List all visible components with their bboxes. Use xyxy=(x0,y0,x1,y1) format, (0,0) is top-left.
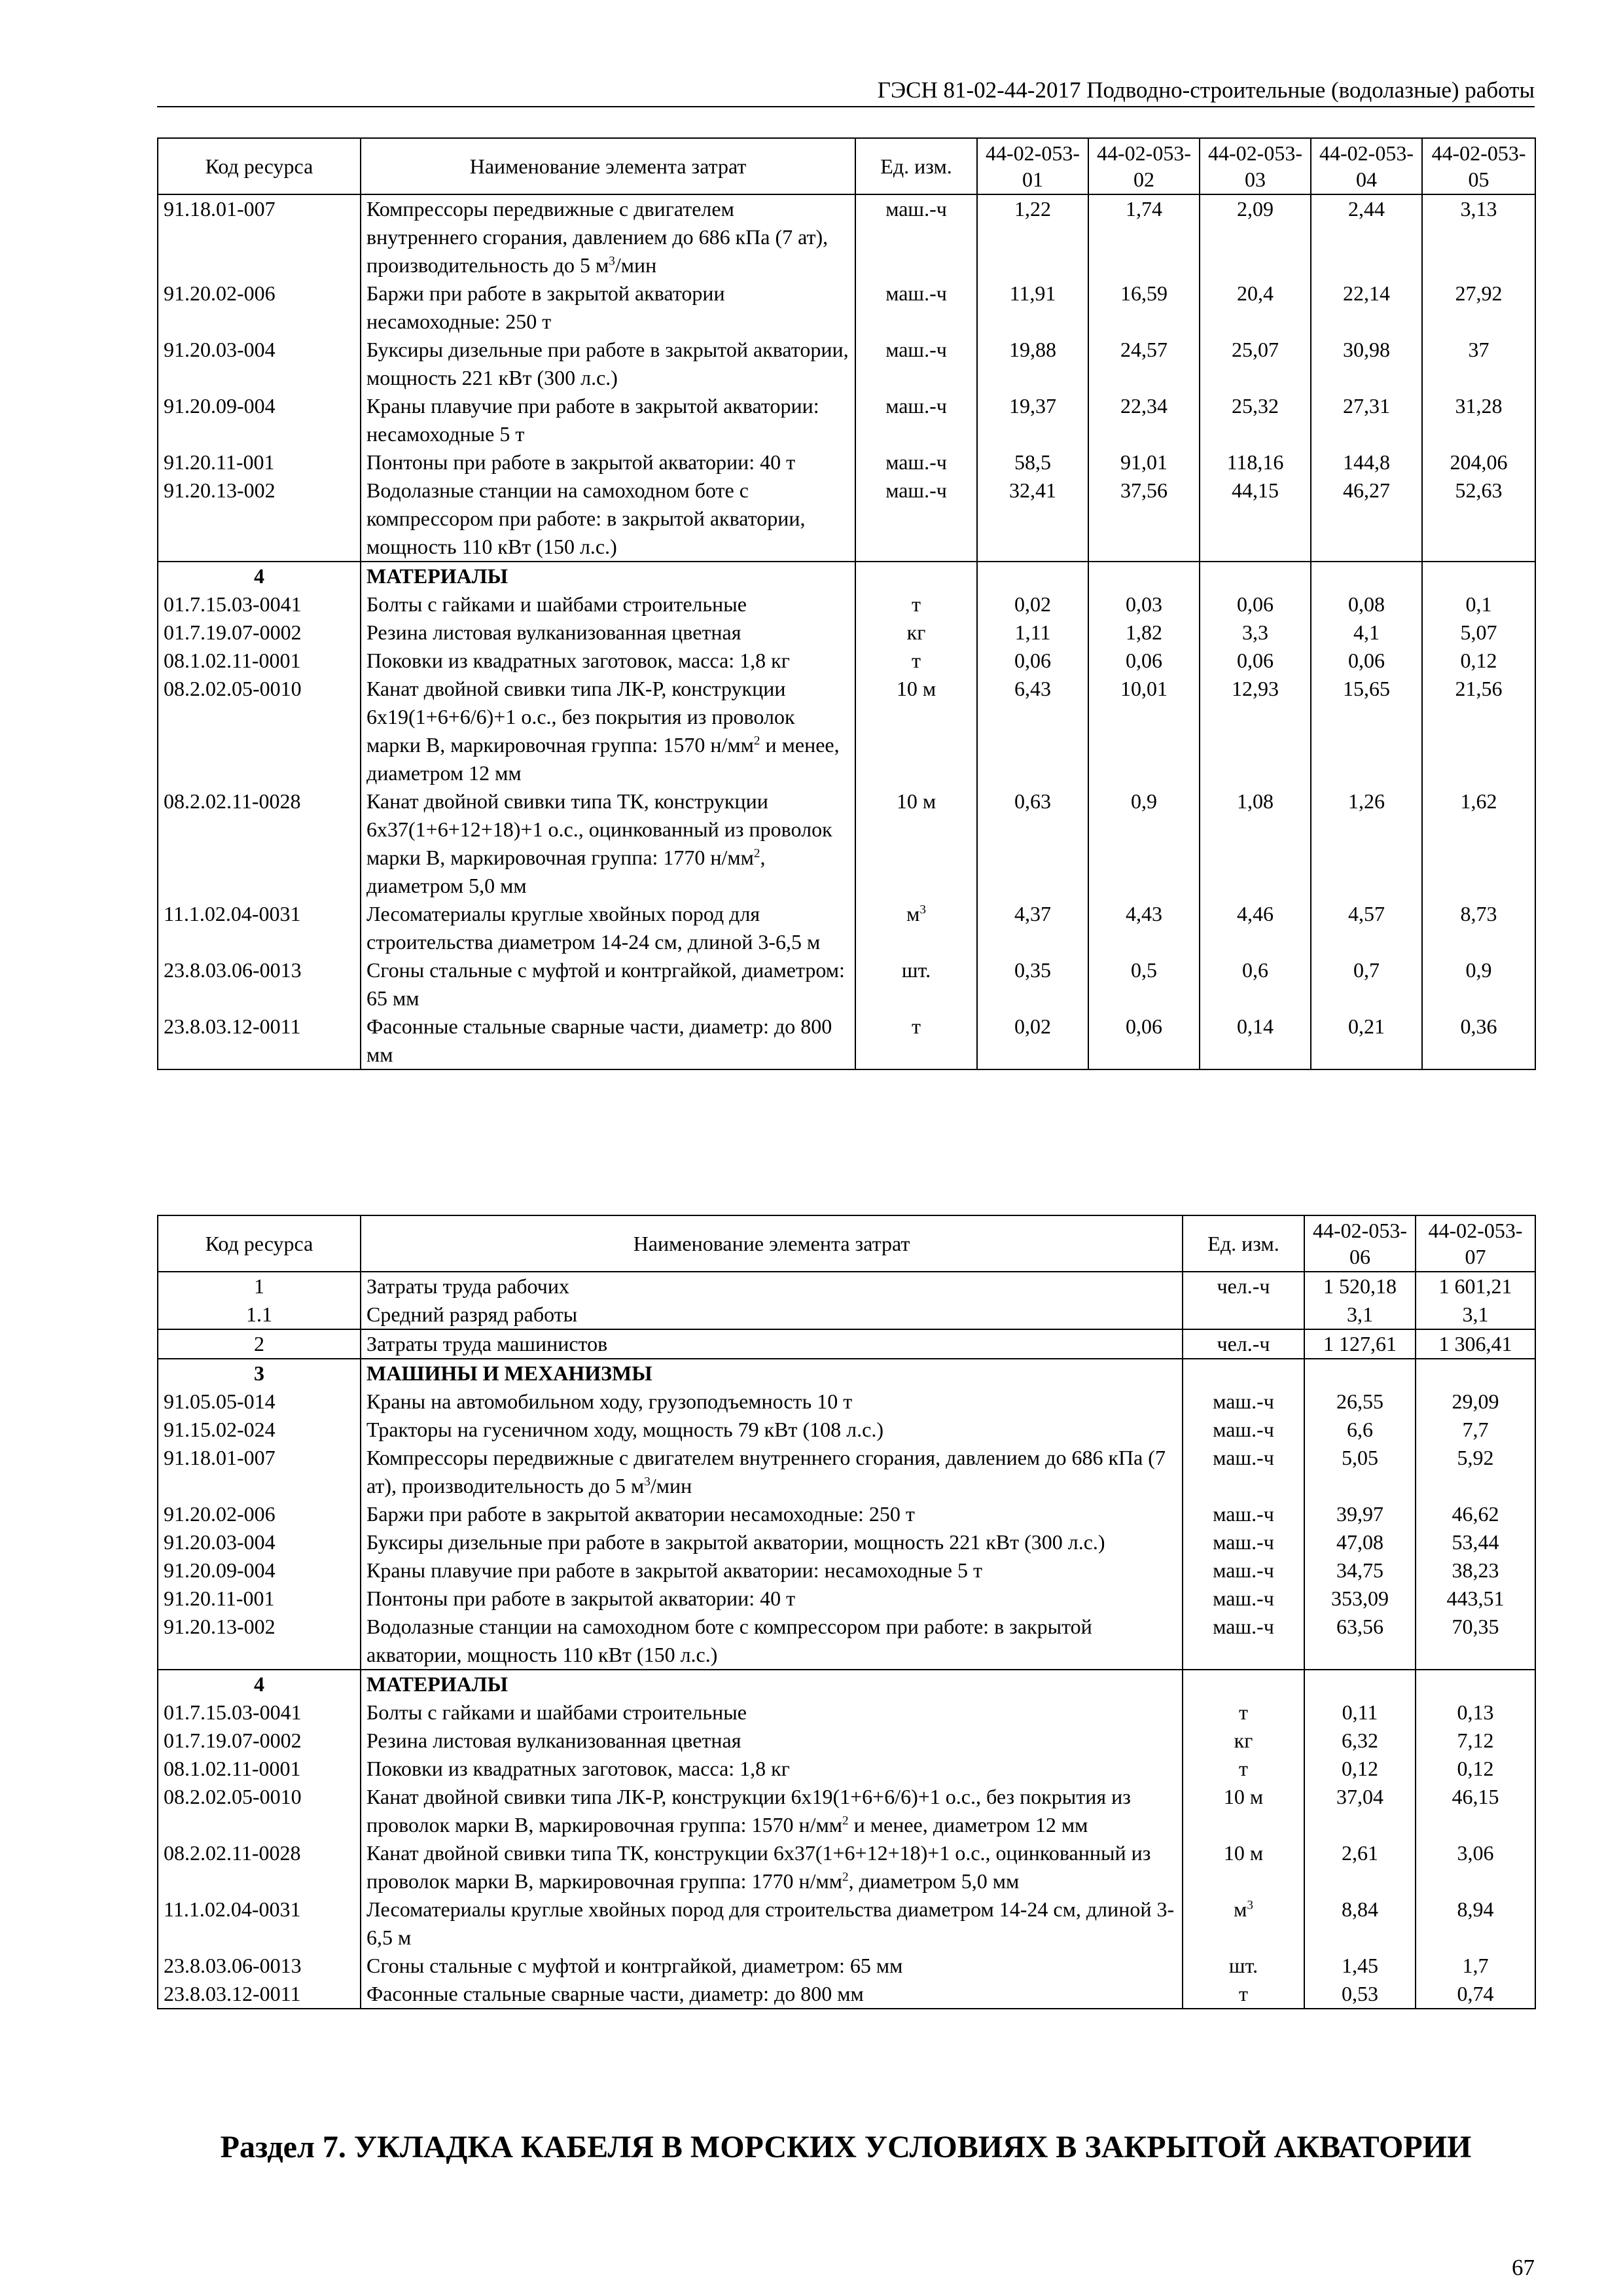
norm-value: 0,13 xyxy=(1416,1698,1535,1727)
table-row xyxy=(158,336,1535,392)
resource-name: Понтоны при работе в закрытой акватории: 40 т xyxy=(361,1585,1183,1613)
unit: шт. xyxy=(1183,1952,1304,1980)
resource-name: Водолазные станции на самоходном боте с компрессором при работе: в закрытой акватории, мощность 110 кВт (150 л.с.) xyxy=(361,1613,1183,1670)
resource-name: Затраты труда рабочих xyxy=(361,1272,1183,1300)
norm-value: 8,94 xyxy=(1416,1895,1535,1952)
resource-code: 11.1.02.04-0031 xyxy=(158,900,361,956)
unit: 10 м xyxy=(1183,1839,1304,1895)
norm-value: 3,1 xyxy=(1304,1300,1416,1329)
unit: маш.-ч xyxy=(1183,1444,1304,1500)
norm-value: 353,09 xyxy=(1304,1585,1416,1613)
norm-value: 0,14 xyxy=(1200,1013,1311,1069)
table-row xyxy=(158,1839,1535,1895)
resource-code: 91.20.11-001 xyxy=(158,1585,361,1613)
resource-name: Поковки из квадратных заготовок, масса: 1,8 кг xyxy=(361,1755,1183,1783)
resource-code: 08.2.02.05-0010 xyxy=(158,675,361,787)
unit: маш.-ч xyxy=(855,336,977,392)
resource-code: 23.8.03.12-0011 xyxy=(158,1980,361,2009)
resource-code: 01.7.19.07-0002 xyxy=(158,1727,361,1755)
unit: $м^3$ xyxy=(855,900,977,956)
table-row xyxy=(158,956,1535,1013)
norm-value: 0,08 xyxy=(1311,590,1422,619)
norm-value: 2,09 xyxy=(1200,194,1311,279)
unit: маш.-ч xyxy=(855,448,977,476)
norm-value: 0,74 xyxy=(1416,1980,1535,2009)
norm-value xyxy=(977,562,1088,590)
unit: маш.-ч xyxy=(855,279,977,336)
norm-value: 0,53 xyxy=(1304,1980,1416,2009)
column-header: Наименование элемента затрат xyxy=(361,1215,1183,1272)
resource-name: Канат двойной свивки типа ТК, конструкции 6х37(1+6+12+18)+1 о.с., оцинкованный из проволок марки В, маркировочная группа: 1770 $н/мм^2$, диаметром 5,0 мм xyxy=(361,787,855,900)
norm-value: 46,27 xyxy=(1311,476,1422,562)
norm-value xyxy=(1416,1359,1535,1388)
resource-code: 91.20.11-001 xyxy=(158,448,361,476)
table-row xyxy=(158,1727,1535,1755)
column-header: 44-02-053-02 xyxy=(1088,138,1200,194)
norm-value: 37,56 xyxy=(1088,476,1200,562)
resource-code: 08.2.02.11-0028 xyxy=(158,1839,361,1895)
resource-name: МАТЕРИАЛЫ xyxy=(361,562,855,590)
unit: маш.-ч xyxy=(855,392,977,448)
norm-value xyxy=(1416,1670,1535,1698)
resource-name: Фасонные стальные сварные части, диаметр: до 800 мм xyxy=(361,1980,1183,2009)
resource-name: Баржи при работе в закрытой акватории несамоходные: 250 т xyxy=(361,1500,1183,1528)
resource-name: Фасонные стальные сварные части, диаметр: до 800 мм xyxy=(361,1013,855,1069)
norm-value: 7,7 xyxy=(1416,1416,1535,1444)
resource-name: Резина листовая вулканизованная цветная xyxy=(361,1727,1183,1755)
resource-code: 91.20.09-004 xyxy=(158,392,361,448)
norm-value: 204,06 xyxy=(1422,448,1535,476)
norm-value: 1 306,41 xyxy=(1416,1329,1535,1359)
resource-code: 91.18.01-007 xyxy=(158,1444,361,1500)
resource-name: Резина листовая вулканизованная цветная xyxy=(361,619,855,647)
unit: т xyxy=(855,590,977,619)
norm-value: 0,7 xyxy=(1311,956,1422,1013)
resource-name: Канат двойной свивки типа ЛК-Р, конструкции 6х19(1+6+6/6)+1 о.с., без покрытия из проволок марки В, маркировочная группа: 1570 $н/мм^2$ и менее, диаметром 12 мм xyxy=(361,675,855,787)
table-row xyxy=(158,1300,1535,1329)
norm-value: 38,23 xyxy=(1416,1556,1535,1585)
norm-value: 4,1 xyxy=(1311,619,1422,647)
resource-code: 01.7.15.03-0041 xyxy=(158,1698,361,1727)
resource-name: Буксиры дизельные при работе в закрытой акватории, мощность 221 кВт (300 л.с.) xyxy=(361,1528,1183,1556)
table-row xyxy=(158,1388,1535,1416)
norm-value: 1,11 xyxy=(977,619,1088,647)
norm-value: 19,88 xyxy=(977,336,1088,392)
unit: кг xyxy=(855,619,977,647)
resource-name: Понтоны при работе в закрытой акватории: 40 т xyxy=(361,448,855,476)
resource-name: Тракторы на гусеничном ходу, мощность 79 кВт (108 л.с.) xyxy=(361,1416,1183,1444)
unit: $м^3$ xyxy=(1183,1895,1304,1952)
unit: кг xyxy=(1183,1727,1304,1755)
table-row xyxy=(158,1416,1535,1444)
resource-code: 01.7.15.03-0041 xyxy=(158,590,361,619)
table-row xyxy=(158,1444,1535,1500)
page-header xyxy=(157,73,1535,107)
norm-value: 1,82 xyxy=(1088,619,1200,647)
table-row xyxy=(158,1013,1535,1069)
resource-name: Лесоматериалы круглые хвойных пород для строительства диаметром 14-24 см, длиной 3-6,5 м xyxy=(361,1895,1183,1952)
norm-value: 30,98 xyxy=(1311,336,1422,392)
norm-value: 0,21 xyxy=(1311,1013,1422,1069)
column-header: Наименование элемента затрат xyxy=(361,138,855,194)
table-row xyxy=(158,1952,1535,1980)
norm-value: 4,46 xyxy=(1200,900,1311,956)
norm-value xyxy=(1422,562,1535,590)
resource-name: МАШИНЫ И МЕХАНИЗМЫ xyxy=(361,1359,1183,1388)
norm-value: 58,5 xyxy=(977,448,1088,476)
norm-value: 91,01 xyxy=(1088,448,1200,476)
table-header-row xyxy=(158,1215,1535,1272)
unit: маш.-ч xyxy=(1183,1388,1304,1416)
resource-code: 4 xyxy=(158,562,361,590)
unit: т xyxy=(855,647,977,675)
section-row xyxy=(158,1359,1535,1388)
norm-value: 25,07 xyxy=(1200,336,1311,392)
resource-code: 91.05.05-014 xyxy=(158,1388,361,1416)
unit: маш.-ч xyxy=(1183,1556,1304,1585)
unit: маш.-ч xyxy=(1183,1528,1304,1556)
norm-value: 1,26 xyxy=(1311,787,1422,900)
norm-value: 0,06 xyxy=(977,647,1088,675)
table-row xyxy=(158,1980,1535,2009)
norm-value: 3,1 xyxy=(1416,1300,1535,1329)
resource-code: 08.1.02.11-0001 xyxy=(158,647,361,675)
table-row xyxy=(158,476,1535,562)
norm-value: 118,16 xyxy=(1200,448,1311,476)
norm-value: 1,22 xyxy=(977,194,1088,279)
resource-code: 3 xyxy=(158,1359,361,1388)
resource-code: 91.20.13-002 xyxy=(158,476,361,562)
unit: т xyxy=(855,1013,977,1069)
norm-value: 0,06 xyxy=(1088,647,1200,675)
norm-value: 34,75 xyxy=(1304,1556,1416,1585)
norm-value: 46,15 xyxy=(1416,1783,1535,1839)
norm-value: 6,6 xyxy=(1304,1416,1416,1444)
resource-name: Поковки из квадратных заготовок, масса: 1,8 кг xyxy=(361,647,855,675)
unit: маш.-ч xyxy=(1183,1585,1304,1613)
norm-value xyxy=(1200,562,1311,590)
resource-code: 01.7.19.07-0002 xyxy=(158,619,361,647)
resource-name: Компрессоры передвижные с двигателем внутреннего сгорания, давлением до 686 кПа (7 ат), производительность до 5 $м^3$/мин xyxy=(361,194,855,279)
resource-name: Краны плавучие при работе в закрытой акватории: несамоходные 5 т xyxy=(361,392,855,448)
column-header: Код ресурса xyxy=(158,138,361,194)
norm-value: 0,06 xyxy=(1311,647,1422,675)
unit xyxy=(855,562,977,590)
norm-value: 44,15 xyxy=(1200,476,1311,562)
resource-name: МАТЕРИАЛЫ xyxy=(361,1670,1183,1698)
unit xyxy=(1183,1670,1304,1698)
norm-value: 5,05 xyxy=(1304,1444,1416,1500)
resource-name: Средний разряд работы xyxy=(361,1300,1183,1329)
section-title: Раздел 7. УКЛАДКА КАБЕЛЯ В МОРСКИХ УСЛОВИЯХ В ЗАКРЫТОЙ АКВАТОРИИ xyxy=(220,2130,1472,2164)
norm-value: 25,32 xyxy=(1200,392,1311,448)
unit: т xyxy=(1183,1755,1304,1783)
norm-value: 70,35 xyxy=(1416,1613,1535,1670)
norm-value: 2,44 xyxy=(1311,194,1422,279)
norm-value: 0,11 xyxy=(1304,1698,1416,1727)
resource-name: Сгоны стальные с муфтой и контргайкой, диаметром: 65 мм xyxy=(361,956,855,1013)
resource-name: Краны на автомобильном ходу, грузоподъемность 10 т xyxy=(361,1388,1183,1416)
resource-code: 23.8.03.06-0013 xyxy=(158,1952,361,1980)
norm-value xyxy=(1311,562,1422,590)
norm-value: 7,12 xyxy=(1416,1727,1535,1755)
resource-table-1 xyxy=(157,137,1536,1070)
table-row xyxy=(158,279,1535,336)
norm-value: 37 xyxy=(1422,336,1535,392)
norm-value: 27,92 xyxy=(1422,279,1535,336)
column-header: 44-02-053-04 xyxy=(1311,138,1422,194)
norm-value: 0,5 xyxy=(1088,956,1200,1013)
unit: чел.-ч xyxy=(1183,1329,1304,1359)
resource-name: Компрессоры передвижные с двигателем внутреннего сгорания, давлением до 686 кПа (7 ат), производительность до 5 $м^3$/мин xyxy=(361,1444,1183,1500)
unit: т xyxy=(1183,1698,1304,1727)
table-row xyxy=(158,1783,1535,1839)
unit: маш.-ч xyxy=(1183,1500,1304,1528)
norm-value: 0,12 xyxy=(1422,647,1535,675)
norm-value: 31,28 xyxy=(1422,392,1535,448)
table-row xyxy=(158,900,1535,956)
norm-value: 27,31 xyxy=(1311,392,1422,448)
column-header: 44-02-053-06 xyxy=(1304,1215,1416,1272)
norm-value: 6,43 xyxy=(977,675,1088,787)
resource-name: Затраты труда машинистов xyxy=(361,1329,1183,1359)
resource-code: 91.15.02-024 xyxy=(158,1416,361,1444)
norm-value: 26,55 xyxy=(1304,1388,1416,1416)
column-header: 44-02-053-01 xyxy=(977,138,1088,194)
norm-value: 0,12 xyxy=(1416,1755,1535,1783)
norm-value: 2,61 xyxy=(1304,1839,1416,1895)
norm-value: 3,06 xyxy=(1416,1839,1535,1895)
norm-value: 53,44 xyxy=(1416,1528,1535,1556)
norm-value xyxy=(1304,1670,1416,1698)
unit: маш.-ч xyxy=(855,194,977,279)
resource-name: Буксиры дизельные при работе в закрытой акватории, мощность 221 кВт (300 л.с.) xyxy=(361,336,855,392)
table-row xyxy=(158,1329,1535,1359)
norm-value: 20,4 xyxy=(1200,279,1311,336)
table-row xyxy=(158,392,1535,448)
column-header: Код ресурса xyxy=(158,1215,361,1272)
norm-value: 1,74 xyxy=(1088,194,1200,279)
norm-value: 8,73 xyxy=(1422,900,1535,956)
resource-name: Болты с гайками и шайбами строительные xyxy=(361,590,855,619)
norm-value: 4,57 xyxy=(1311,900,1422,956)
norm-value: 52,63 xyxy=(1422,476,1535,562)
table-row xyxy=(158,1272,1535,1300)
table-row xyxy=(158,647,1535,675)
column-header: 44-02-053-03 xyxy=(1200,138,1311,194)
norm-value: 5,92 xyxy=(1416,1444,1535,1500)
norm-value: 11,91 xyxy=(977,279,1088,336)
norm-value: 4,43 xyxy=(1088,900,1200,956)
resource-code: 91.20.09-004 xyxy=(158,1556,361,1585)
unit: чел.-ч xyxy=(1183,1272,1304,1300)
norm-value: 0,9 xyxy=(1422,956,1535,1013)
norm-value: 0,6 xyxy=(1200,956,1311,1013)
norm-value: 12,93 xyxy=(1200,675,1311,787)
norm-value: 0,02 xyxy=(977,590,1088,619)
unit: маш.-ч xyxy=(1183,1416,1304,1444)
resource-code: 91.20.03-004 xyxy=(158,336,361,392)
resource-code: 1 xyxy=(158,1272,361,1300)
unit xyxy=(1183,1300,1304,1329)
table-row xyxy=(158,1500,1535,1528)
norm-value: 1,7 xyxy=(1416,1952,1535,1980)
norm-value: 8,84 xyxy=(1304,1895,1416,1952)
norm-value: 5,07 xyxy=(1422,619,1535,647)
resource-name: Канат двойной свивки типа ТК, конструкции 6х37(1+6+12+18)+1 о.с., оцинкованный из проволок марки В, маркировочная группа: 1770 $н/мм^2$, диаметром 5,0 мм xyxy=(361,1839,1183,1895)
resource-code: 91.20.02-006 xyxy=(158,279,361,336)
resource-code: 91.20.03-004 xyxy=(158,1528,361,1556)
resource-name: Водолазные станции на самоходном боте с компрессором при работе: в закрытой акватории, мощность 110 кВт (150 л.с.) xyxy=(361,476,855,562)
norm-value: 0,06 xyxy=(1088,1013,1200,1069)
unit: маш.-ч xyxy=(1183,1613,1304,1670)
table-row xyxy=(158,194,1535,279)
header-title: ГЭСН 81-02-44-2017 Подводно-строительные (водолазные) работы xyxy=(877,77,1535,103)
norm-value: 21,56 xyxy=(1422,675,1535,787)
column-header: 44-02-053-07 xyxy=(1416,1215,1535,1272)
resource-code: 4 xyxy=(158,1670,361,1698)
norm-value: 0,1 xyxy=(1422,590,1535,619)
norm-value: 1 520,18 xyxy=(1304,1272,1416,1300)
table-header-row xyxy=(158,138,1535,194)
resource-code: 08.2.02.05-0010 xyxy=(158,1783,361,1839)
resource-code: 91.20.02-006 xyxy=(158,1500,361,1528)
table-row xyxy=(158,619,1535,647)
norm-value: 29,09 xyxy=(1416,1388,1535,1416)
norm-value xyxy=(1088,562,1200,590)
norm-value: 16,59 xyxy=(1088,279,1200,336)
resource-name: Канат двойной свивки типа ЛК-Р, конструкции 6х19(1+6+6/6)+1 о.с., без покрытия из проволок марки В, маркировочная группа: 1570 $н/мм^2$ и менее, диаметром 12 мм xyxy=(361,1783,1183,1839)
unit: шт. xyxy=(855,956,977,1013)
norm-value: 46,62 xyxy=(1416,1500,1535,1528)
norm-value: 1 127,61 xyxy=(1304,1329,1416,1359)
resource-code: 91.18.01-007 xyxy=(158,194,361,279)
norm-value xyxy=(1304,1359,1416,1388)
section-row xyxy=(158,1670,1535,1698)
norm-value: 10,01 xyxy=(1088,675,1200,787)
norm-value: 4,37 xyxy=(977,900,1088,956)
page-number: 67 xyxy=(1512,2255,1535,2280)
table-row xyxy=(158,787,1535,900)
norm-value: 24,57 xyxy=(1088,336,1200,392)
norm-value: 144,8 xyxy=(1311,448,1422,476)
table-row xyxy=(158,675,1535,787)
section-row xyxy=(158,562,1535,590)
unit: т xyxy=(1183,1980,1304,2009)
norm-value: 3,3 xyxy=(1200,619,1311,647)
norm-value: 1 601,21 xyxy=(1416,1272,1535,1300)
resource-name: Болты с гайками и шайбами строительные xyxy=(361,1698,1183,1727)
norm-value: 1,08 xyxy=(1200,787,1311,900)
norm-value: 63,56 xyxy=(1304,1613,1416,1670)
unit: 10 м xyxy=(1183,1783,1304,1839)
norm-value: 22,34 xyxy=(1088,392,1200,448)
norm-value: 3,13 xyxy=(1422,194,1535,279)
resource-code: 2 xyxy=(158,1329,361,1359)
unit: 10 м xyxy=(855,787,977,900)
norm-value: 0,63 xyxy=(977,787,1088,900)
resource-name: Лесоматериалы круглые хвойных пород для строительства диаметром 14-24 см, длиной 3-6,5 м xyxy=(361,900,855,956)
table-row xyxy=(158,1895,1535,1952)
unit: 10 м xyxy=(855,675,977,787)
norm-value: 6,32 xyxy=(1304,1727,1416,1755)
norm-value: 47,08 xyxy=(1304,1528,1416,1556)
norm-value: 0,36 xyxy=(1422,1013,1535,1069)
norm-value: 37,04 xyxy=(1304,1783,1416,1839)
column-header: Ед. изм. xyxy=(855,138,977,194)
norm-value: 19,37 xyxy=(977,392,1088,448)
norm-value: 15,65 xyxy=(1311,675,1422,787)
norm-value: 0,35 xyxy=(977,956,1088,1013)
norm-value: 0,03 xyxy=(1088,590,1200,619)
norm-value: 1,45 xyxy=(1304,1952,1416,1980)
resource-code: 23.8.03.06-0013 xyxy=(158,956,361,1013)
table-row xyxy=(158,1698,1535,1727)
unit xyxy=(1183,1359,1304,1388)
resource-name: Краны плавучие при работе в закрытой акватории: несамоходные 5 т xyxy=(361,1556,1183,1585)
norm-value: 32,41 xyxy=(977,476,1088,562)
table-row xyxy=(158,1556,1535,1585)
resource-code: 91.20.13-002 xyxy=(158,1613,361,1670)
resource-code: 08.2.02.11-0028 xyxy=(158,787,361,900)
norm-value: 0,06 xyxy=(1200,590,1311,619)
resource-code: 08.1.02.11-0001 xyxy=(158,1755,361,1783)
unit: маш.-ч xyxy=(855,476,977,562)
table-row xyxy=(158,1613,1535,1670)
norm-value: 22,14 xyxy=(1311,279,1422,336)
table-row xyxy=(158,1755,1535,1783)
table-row xyxy=(158,448,1535,476)
norm-value: 1,62 xyxy=(1422,787,1535,900)
resource-table-2 xyxy=(157,1215,1536,2009)
table-row xyxy=(158,1528,1535,1556)
resource-name: Баржи при работе в закрытой акватории несамоходные: 250 т xyxy=(361,279,855,336)
resource-code: 23.8.03.12-0011 xyxy=(158,1013,361,1069)
norm-value: 39,97 xyxy=(1304,1500,1416,1528)
norm-value: 0,9 xyxy=(1088,787,1200,900)
table-row xyxy=(158,1585,1535,1613)
resource-name: Сгоны стальные с муфтой и контргайкой, диаметром: 65 мм xyxy=(361,1952,1183,1980)
norm-value: 0,06 xyxy=(1200,647,1311,675)
norm-value: 443,51 xyxy=(1416,1585,1535,1613)
column-header: 44-02-053-05 xyxy=(1422,138,1535,194)
column-header: Ед. изм. xyxy=(1183,1215,1304,1272)
table-row xyxy=(158,590,1535,619)
norm-value: 0,02 xyxy=(977,1013,1088,1069)
resource-code: 11.1.02.04-0031 xyxy=(158,1895,361,1952)
resource-code: 1.1 xyxy=(158,1300,361,1329)
norm-value: 0,12 xyxy=(1304,1755,1416,1783)
